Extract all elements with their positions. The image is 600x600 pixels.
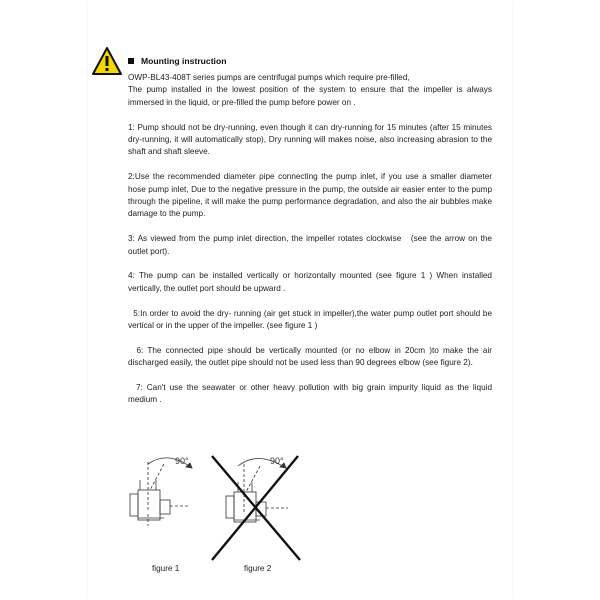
instruction-item-1: 1: Pump should not be dry-running, even though it can dry-running for 15 minutes (after 15 minutes dry-running, it will automatically stop), Dry running will makes noise, also increasing abrasion to the shaft and shaft sleeve.: [128, 122, 492, 157]
intro-line-1: OWP-BL43-408T series pumps are centrifugal pumps which require pre-filled,: [128, 73, 410, 82]
angle-label-2: 90°: [270, 456, 284, 466]
warning-triangle-icon: [92, 46, 122, 76]
instruction-item-5: 5:In order to avoid the dry- running (air get stuck in impeller),the water pump outlet port should be vertical or in the upper of the impeller. (see figure 1 ): [128, 308, 492, 331]
figure-2-caption: figure 2: [244, 564, 272, 573]
figure-1-diagram: [130, 456, 192, 526]
intro-line-2: The pump installed in the lowest position of the system to ensure that the impeller is always immersed in the liquid, or pre-filled the pump before power on .: [128, 85, 492, 107]
instruction-item-4: 4: The pump can be installed vertically or horizontally mounted (see figure 1 ) When installed vertically, the outlet port should be upward .: [128, 271, 492, 293]
heading-text: Mounting instruction: [141, 56, 227, 66]
figures-area: [120, 452, 320, 582]
section-heading: [128, 56, 226, 66]
figure-2-diagram: [226, 456, 288, 522]
instruction-item-2: 2:Use the recommended diameter pipe connecting the pump inlet, if you use a smaller diameter hose pump inlet, Due to the negative pressure in the pump, the outside air easier enter to the pump through the pipeline, it will make the pump performance degradation, and also the air bubbles make damage to the pump.: [128, 172, 492, 219]
instruction-item-3: 3: As viewed from the pump inlet direction, the impeller rotates clockwise (see the arrow on the outlet port).: [128, 234, 492, 256]
instruction-item-6: 6: The connected pipe should be vertically mounted (or no elbow in 20cm )to make the air discharged easily, the outlet pipe should not be used less than 90 degrees elbow (see figure 2).: [128, 345, 492, 368]
instruction-body: [128, 72, 492, 419]
figure-1-caption: figure 1: [152, 564, 180, 573]
instruction-item-7: 7: Can't use the seawater or other heavy pollution with big grain impurity liquid as the liquid medium .: [128, 383, 492, 405]
bullet-square-icon: [128, 58, 134, 64]
pump-mounting-diagrams: [120, 452, 320, 564]
angle-label-1: 90°: [175, 456, 189, 466]
